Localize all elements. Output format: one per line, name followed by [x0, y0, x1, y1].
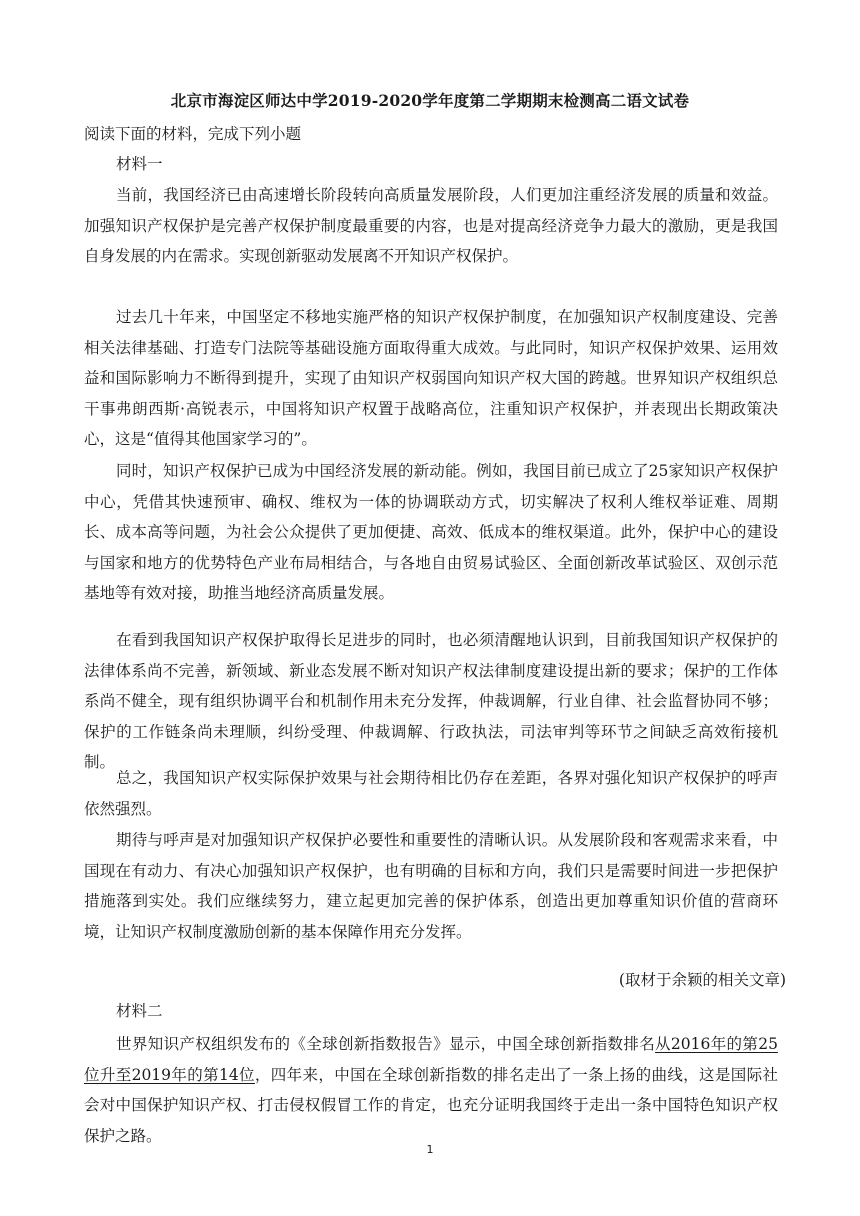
material-one-paragraph-2: 过去几十年来，中国坚定不移地实施严格的知识产权保护制度，在加强知识产权制度建设、完善相关法律基础、打造专门法院等基础设施方面取得重大成效。与此同时，知识产权保护效果、运用效益和国际影响力不断得到提升，实现了由知识产权弱国向知识产权大国的跨越。世界知识产权组织总干事弗朗西斯·高锐表示，中国将知识产权置于战略高位，注重知识产权保护，并表现出长期政策决心，这是“值得其他国家学习的”。	[84, 308, 778, 448]
material-one-label: 材料一	[116, 155, 163, 173]
material-two-text-start: 世界知识产权组织发布的《全球创新指数报告》显示，中国全球创新指数排名	[116, 1035, 656, 1053]
material-two-label: 材料二	[116, 1002, 163, 1020]
underlined-ranking-phrase: 从2016年的第25位升至2019年的第14位	[84, 1035, 778, 1084]
page-number: 1	[426, 1143, 434, 1156]
document-title: 北京市海淀区师达中学2019-2020学年度第二学期期末检测高二语文试卷	[170, 91, 690, 110]
reading-instruction: 阅读下面的材料，完成下列小题	[84, 125, 302, 143]
material-one-paragraph-4: 在看到我国知识产权保护取得长足进步的同时，也必须清醒地认识到，目前我国知识产权保护的法律体系尚不完善，新领域、新业态发展不断对知识产权法律制度建设提出新的要求；保护的工作体系尚不健全，现有组织协调平台和机制作用未充分发挥，仲裁调解，行业自律、社会监督协同不够；保护的工作链条尚未理顺，纠纷受理、仲裁调解、行政执法，司法审判等环节之间缺乏高效衔接机制。	[84, 631, 778, 771]
source-citation: (取材于余颖的相关文章)	[618, 971, 786, 989]
material-one-paragraph-1: 当前，我国经济已由高速增长阶段转向高质量发展阶段，人们更加注重经济发展的质量和效益。加强知识产权保护是完善产权保护制度最重要的内容，也是对提高经济竞争力最大的激励，更是我国自身发展的内在需求。实现创新驱动发展离不开知识产权保护。	[84, 186, 778, 265]
material-one-paragraph-5: 总之，我国知识产权实际保护效果与社会期待相比仍存在差距，各界对强化知识产权保护的呼声依然强烈。	[84, 769, 778, 818]
material-two-paragraph	[84, 1029, 778, 1151]
material-one-paragraph-6: 期待与呼声是对加强知识产权保护必要性和重要性的清晰认识。从发展阶段和客观需求来看，中国现在有动力、有决心加强知识产权保护，也有明确的目标和方向，我们只是需要时间进一步把保护措施落到实处。我们应继续努力，建立起更加完善的保护体系，创造出更加尊重知识价值的营商环境，让知识产权制度激励创新的基本保障作用充分发挥。	[84, 831, 778, 941]
material-two-text-end: ，四年来，中国在全球创新指数的排名走出了一条上扬的曲线，这是国际社会对中国保护知识产权、打击侵权假冒工作的肯定，也充分证明我国终于走出一条中国特色知识产权保护之路。	[84, 1065, 778, 1145]
material-one-paragraph-3: 同时，知识产权保护已成为中国经济发展的新动能。例如，我国目前已成立了25家知识产权保护中心，凭借其快速预审、确权、维权为一体的协调联动方式，切实解决了权利人维权举证难、周期长、成本高等问题，为社会公众提供了更加便捷、高效、低成本的维权渠道。此外，保护中心的建设与国家和地方的优势特色产业布局相结合，与各地自由贸易试验区、全面创新改革试验区、双创示范基地等有效对接，助推当地经济高质量发展。	[84, 462, 778, 602]
